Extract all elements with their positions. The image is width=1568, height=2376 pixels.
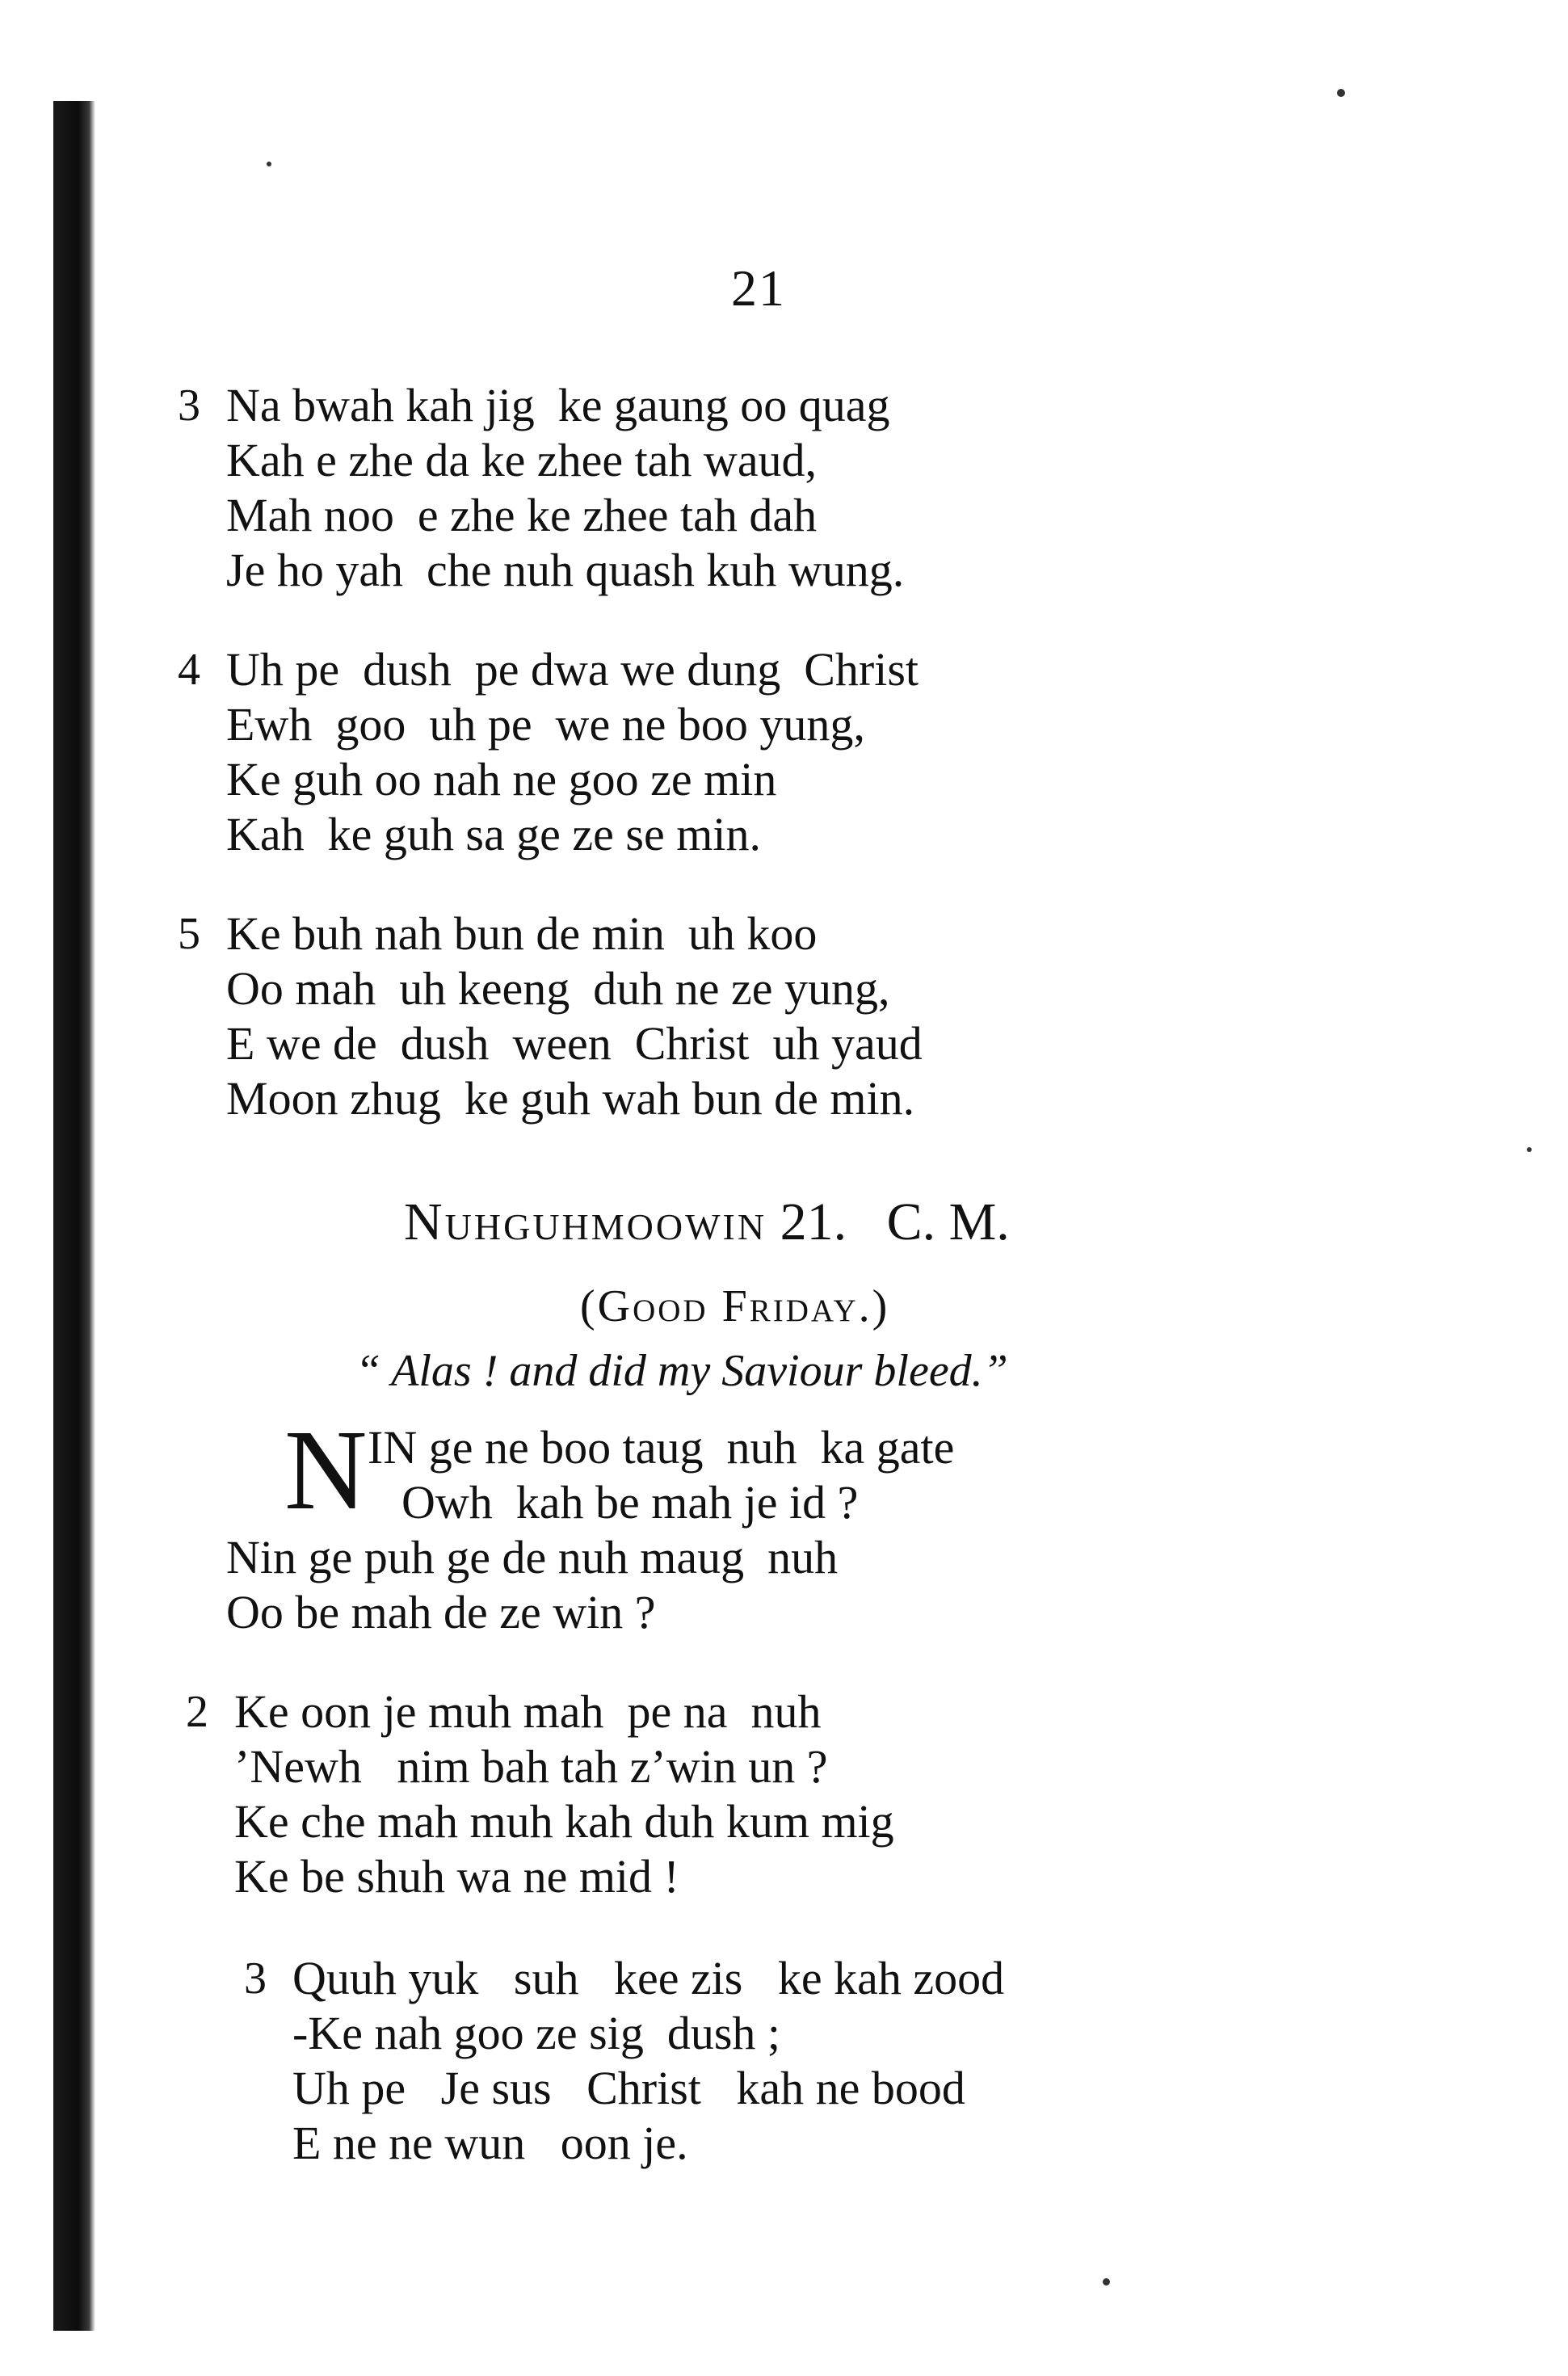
hymn-verse-1-head xyxy=(368,1420,954,1530)
verse-line: IN ge ne boo taug nuh ka gate xyxy=(368,1421,955,1474)
verse-line: Ke che mah muh kah duh kum mig xyxy=(234,1795,894,1848)
hymn-occasion: (Good Friday.) xyxy=(580,1281,890,1331)
verse-line: E ne ne wun oon je. xyxy=(292,2117,688,2169)
verse-line: Je ho yah che nuh quash kuh wung. xyxy=(226,544,905,596)
verse-number: 3 xyxy=(178,381,200,431)
verse-line: Nin ge puh ge de nuh maug nuh xyxy=(226,1531,839,1583)
verse-line: ’Newh nim bah tah z’win un ? xyxy=(234,1740,828,1793)
verse-line: -Ke nah goo ze sig dush ; xyxy=(292,2007,781,2059)
verse-line: Ewh goo uh pe we ne boo yung, xyxy=(226,698,865,751)
verse-line: Uh pe Je sus Christ kah ne bood xyxy=(292,2062,965,2114)
verse-line: Ke oon je muh mah pe na nuh xyxy=(234,1685,822,1738)
verse-line: Na bwah kah jig ke gaung oo quag xyxy=(226,379,890,431)
scan-speck xyxy=(1103,2278,1110,2286)
hymn-meter: C. M. xyxy=(886,1192,1010,1251)
scan-speck xyxy=(1527,1147,1532,1152)
hymn-verse-3 xyxy=(244,1951,1005,2171)
hymn-verse-2 xyxy=(186,1684,894,1904)
verse-line: Oo be mah de ze win ? xyxy=(226,1586,656,1638)
hymn-title xyxy=(404,1192,1010,1253)
english-first-line: “ Alas ! and did my Saviour bleed.” xyxy=(355,1346,1008,1396)
verse-line: Kah e zhe da ke zhee tah waud, xyxy=(226,434,818,486)
verse-line: Quuh yuk suh kee zis ke kah zood xyxy=(292,1952,1005,2004)
verse-number: 2 xyxy=(186,1687,208,1737)
hymn-verse-1-tail xyxy=(226,1530,838,1640)
drop-cap: N xyxy=(284,1406,368,1533)
page-number: 21 xyxy=(731,259,786,317)
verse-number: 4 xyxy=(178,645,200,695)
hymn-title-word: Nuhguhmoowin xyxy=(404,1192,767,1251)
verse-line: Uh pe dush pe dwa we dung Christ xyxy=(226,643,919,696)
verse-line: Moon zhug ke guh wah bun de min. xyxy=(226,1072,915,1125)
verse-number: 3 xyxy=(244,1953,267,2004)
verse-3-top xyxy=(178,378,905,598)
scan-speck xyxy=(1337,89,1345,97)
verse-5 xyxy=(178,906,923,1126)
verse-4 xyxy=(178,642,919,862)
verse-line: E we de dush ween Christ uh yaud xyxy=(226,1017,923,1070)
verse-number: 5 xyxy=(178,909,200,959)
verse-line: Oo mah uh keeng duh ne ze yung, xyxy=(226,962,890,1015)
verse-line: Ke buh nah bun de min uh koo xyxy=(226,907,818,960)
verse-line: Owh kah be mah je id ? xyxy=(401,1476,859,1529)
verse-line: Kah ke guh sa ge ze se min. xyxy=(226,808,761,860)
verse-line: Mah noo e zhe ke zhee tah dah xyxy=(226,489,818,541)
verse-line: Ke guh oo nah ne goo ze min xyxy=(226,753,777,805)
book-spine-shadow xyxy=(53,101,95,2331)
verse-line: Ke be shuh wa ne mid ! xyxy=(234,1850,679,1903)
hymn-number: 21. xyxy=(780,1192,847,1251)
scan-speck xyxy=(267,162,271,166)
